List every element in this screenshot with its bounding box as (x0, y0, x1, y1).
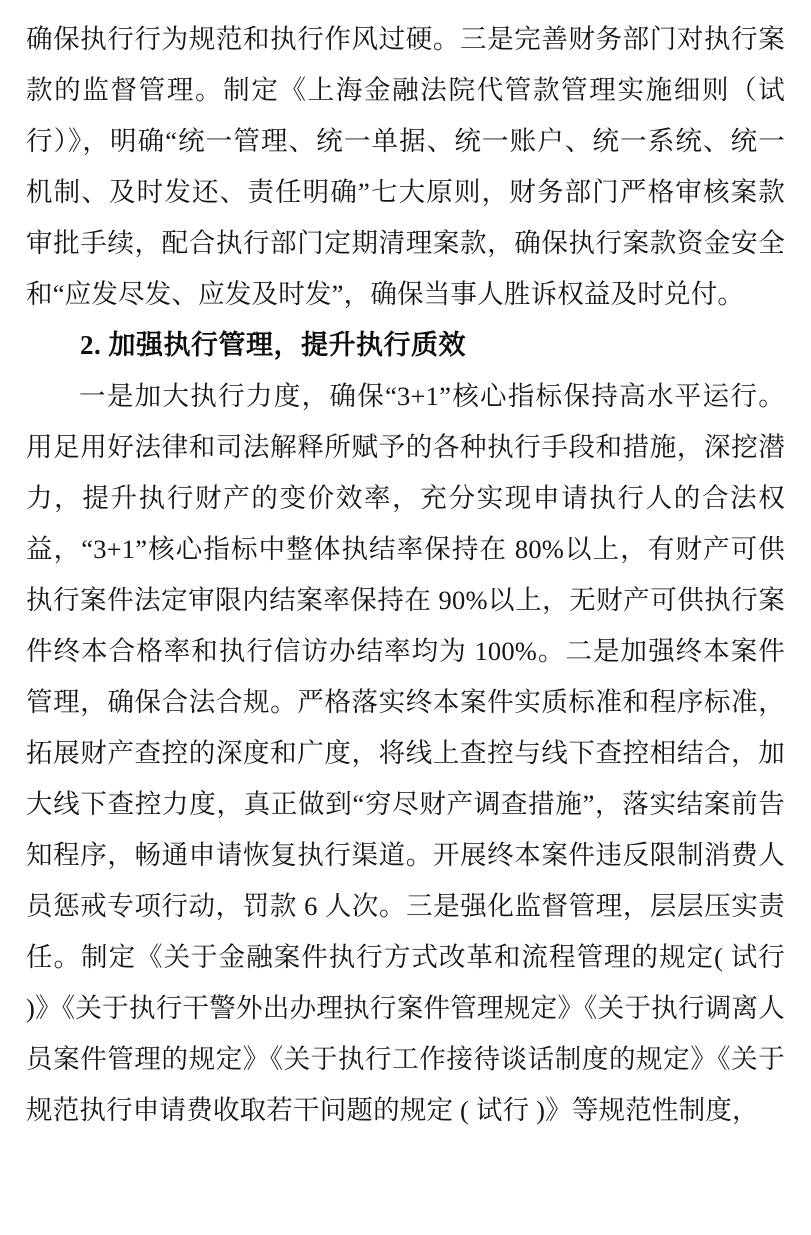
paragraph-enforcement-quality: 一是加大执行力度，确保“3+1”核心指标保持高水平运行。用足用好法律和司法解释所赋予的各种执行手段和措施，深挖潜力，提升执行财产的变价效率，充分实现申请执行人的合法权益，“3+1”核心指标中整体执结率保持在 80%以上，有财产可供执行案件法定审限内结案率保持在 90%以上，无财产可供执行案件终本合格率和执行信访办结率均为 100%。二是加强终本案件管理，确保合法合规。严格落实终本案件实质标准和程序标准，拓展财产查控的深度和广度，将线上查控与线下查控相结合，加大线下查控力度，真正做到“穷尽财产调查措施”，落实结案前告知程序，畅通申请恢复执行渠道。开展终本案件违反限制消费人员惩戒专项行动，罚款 6 人次。三是强化监督管理，层层压实责任。制定《关于金融案件执行方式改革和流程管理的规定( 试行 )》《关于执行干警外出办理执行案件管理规定》《关于执行调离人员案件管理的规定》《关于执行工作接待谈话制度的规定》《关于规范执行申请费收取若干问题的规定 ( 试行 )》等规范性制度， (26, 381, 785, 1125)
paragraph-monitoring-management: 确保执行行为规范和执行作风过硬。三是完善财务部门对执行案款的监督管理。制定《上海金融法院代管款管理实施细则（试行）》，明确“统一管理、统一单据、统一账户、统一系统、统一机制、及时发还、责任明确”七大原则，财务部门严格审核案款审批手续，配合执行部门定期清理案款，确保执行案款资金安全和“应发尽发、应发及时发”，确保当事人胜诉权益及时兑付。 (26, 24, 785, 309)
section-heading-enforcement-management: 2. 加强执行管理，提升执行质效 (80, 330, 466, 360)
